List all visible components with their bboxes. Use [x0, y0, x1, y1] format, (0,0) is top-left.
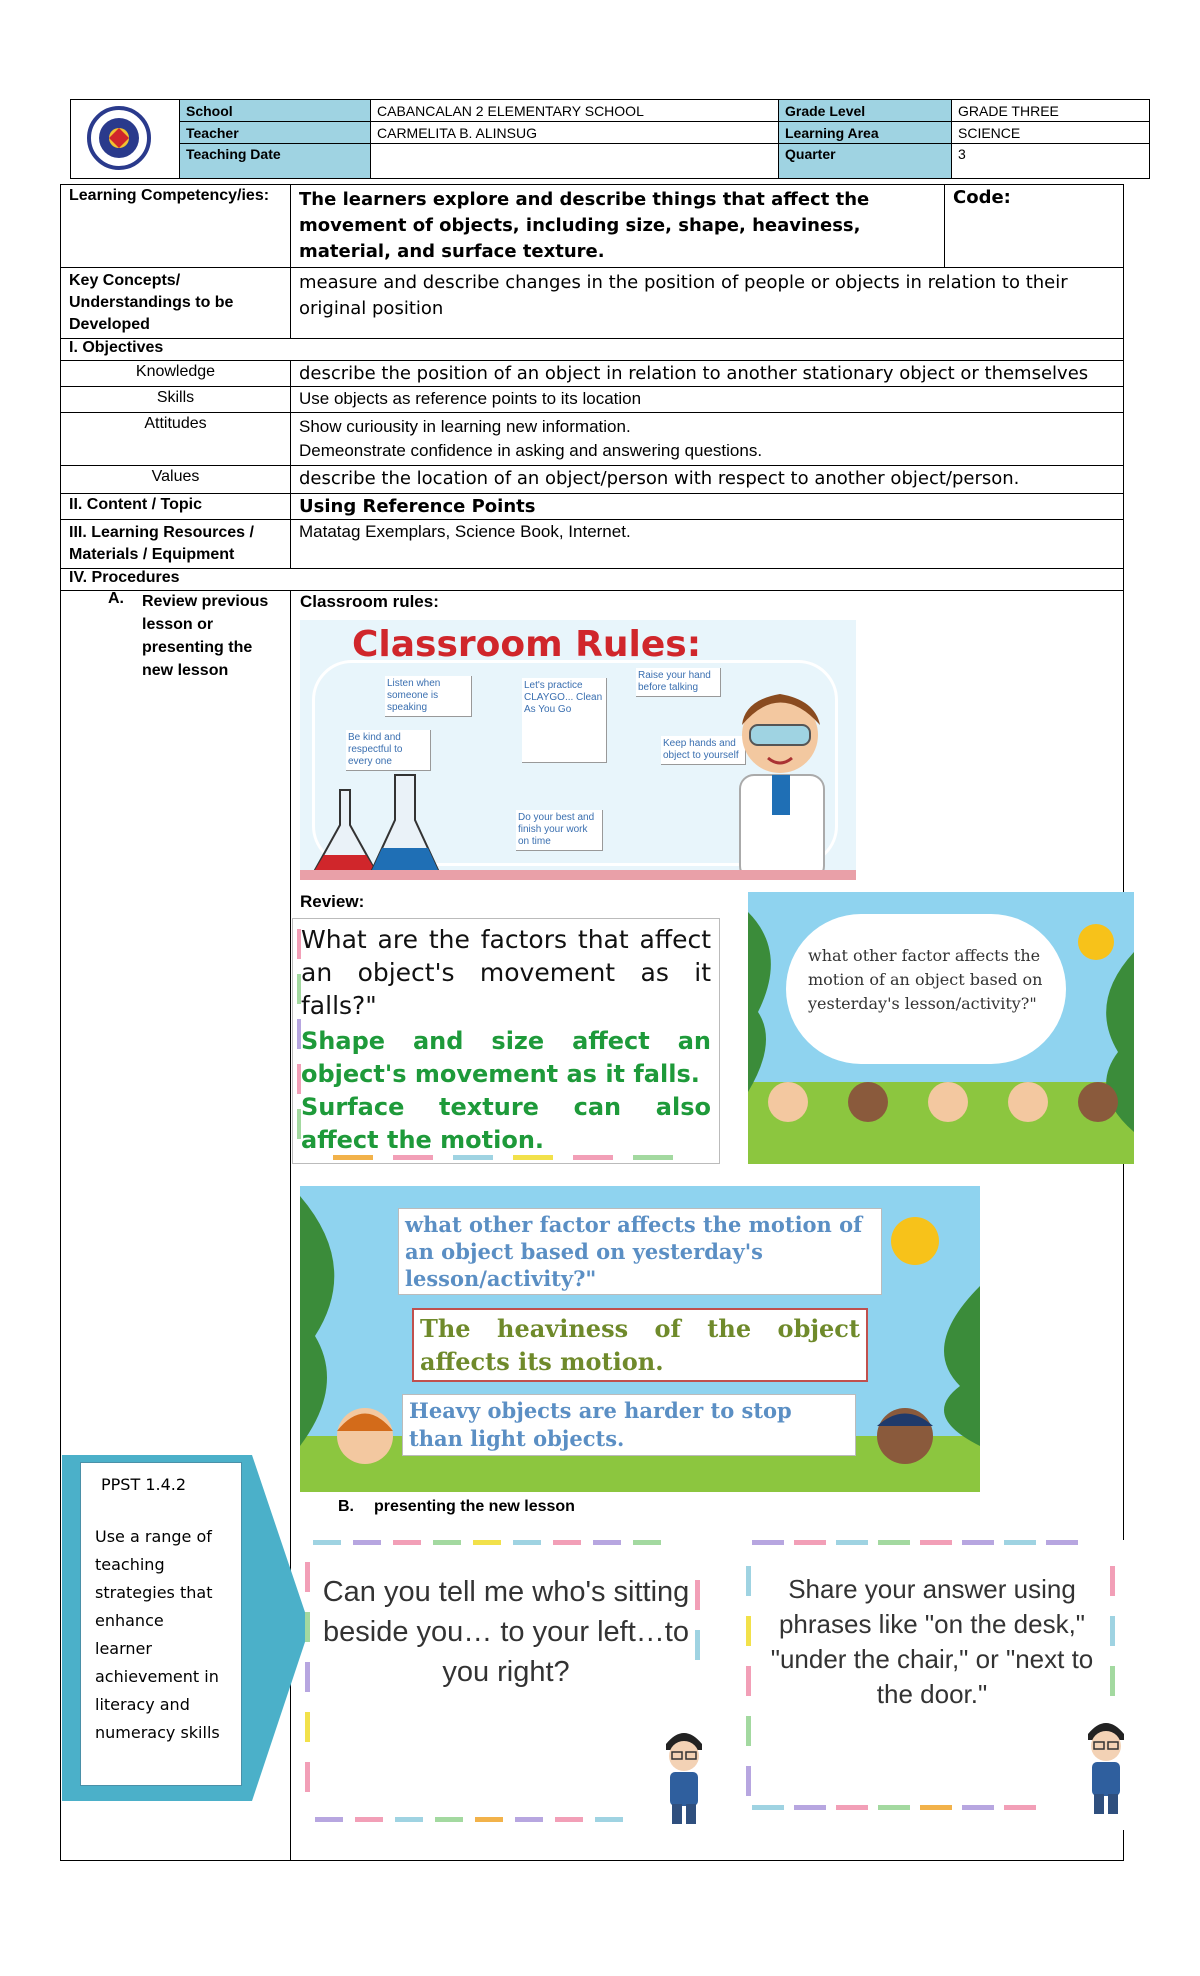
learning-area-label: Learning Area [779, 122, 952, 144]
rule-3: Raise your hand before talking [636, 668, 721, 697]
teaching-date-label: Teaching Date [180, 144, 371, 179]
factor-answer-2: Heavy objects are harder to stop than light objects. [402, 1394, 856, 1456]
ppst-text: Use a range of teaching strategies that enhance learner achievement in literacy and numeracy skills [95, 1527, 220, 1742]
review-heading: Review: [300, 892, 365, 911]
attitudes-value [291, 413, 1124, 466]
slide-right-text: Share your answer using phrases like "on the desk," "under the chair," or "next to the door." [770, 1574, 1094, 1709]
values-label: Values [61, 466, 291, 494]
code-label: Code: [945, 185, 1124, 268]
rules-title: Classroom Rules: [352, 624, 702, 665]
competency-value: The learners explore and describe things that affect the movement of objects, including size, shape, heaviness, material, and surface texture. [291, 185, 945, 268]
rule-4: Be kind and respectful to every one [346, 730, 431, 771]
boy-avatar-icon [660, 1726, 708, 1826]
teacher-label: Teacher [180, 122, 371, 144]
school-value: CABANCALAN 2 ELEMENTARY SCHOOL [371, 100, 779, 122]
attitudes-label: Attitudes [61, 413, 291, 466]
teaching-date-value [371, 144, 779, 179]
factor-answer-1: The heaviness of the object affects its motion. [412, 1308, 868, 1382]
scientist-icon [720, 680, 850, 880]
boy-avatar-icon-2 [1082, 1716, 1130, 1816]
values-value: describe the location of an object/person with respect to another object/person. [291, 466, 1124, 494]
cloud-question-slide [748, 892, 1134, 1164]
question-slide-left [305, 1540, 707, 1830]
review-question: What are the factors that affect an object's movement as it falls?" [301, 925, 711, 1020]
content-topic-label: II. Content / Topic [61, 494, 291, 520]
header-table [70, 99, 1150, 179]
child-icon-2 [860, 1396, 950, 1476]
step-b-label: presenting the new lesson [374, 1498, 575, 1515]
knowledge-value: describe the position of an object in relation to another stationary object or themselves [291, 361, 1124, 387]
teacher-value: CARMELITA B. ALINSUG [371, 122, 779, 144]
factor-question: what other factor affects the motion of an object based on yesterday's lesson/activity?" [398, 1208, 882, 1295]
objectives-heading: I. Objectives [61, 339, 1124, 361]
competency-label: Learning Competency/ies: [61, 185, 291, 268]
beakers-icon [310, 770, 450, 880]
children-icon [758, 1072, 1128, 1132]
classroom-rules-slide [300, 620, 856, 880]
school-label: School [180, 100, 371, 122]
key-concepts-label: Key Concepts/ Understandings to be Developed [61, 268, 291, 339]
content-topic-value: Using Reference Points [291, 494, 1124, 520]
rule-5: Keep hands and object to yourself [661, 736, 746, 765]
rule-1: Listen when someone is speaking [385, 676, 472, 717]
step-a-label: Review previous lesson or presenting the new lesson [142, 593, 269, 679]
sun-icon-2 [880, 1206, 950, 1276]
review-answer-2: Surface texture can also affect the motion. [301, 1093, 711, 1154]
learning-area-value: SCIENCE [952, 122, 1150, 144]
cloud-text: what other factor affects the motion of an object based on yesterday's lesson/activity?" [808, 946, 1043, 1013]
classroom-rules-heading: Classroom rules: [300, 592, 439, 611]
grade-label: Grade Level [779, 100, 952, 122]
rule-6: Do your best and finish your work on time [516, 810, 603, 851]
key-concepts-value: measure and describe changes in the position of people or objects in relation to their original position [291, 268, 1124, 339]
grade-value: GRADE THREE [952, 100, 1150, 122]
procedures-heading: IV. Procedures [61, 569, 1124, 591]
review-slide [292, 918, 720, 1164]
resources-value: Matatag Exemplars, Science Book, Internet. [291, 520, 1124, 569]
step-b-letter: B. [338, 1498, 354, 1515]
skills-value: Use objects as reference points to its location [291, 387, 1124, 413]
attitudes-value-line-2: Demeonstrate confidence in asking and answering questions. [299, 441, 763, 460]
rule-2: Let's practice CLAYGO... Clean As You Go [522, 678, 607, 763]
review-answer-1: Shape and size affect an object's movement as it falls. [301, 1027, 711, 1088]
child-icon [320, 1396, 410, 1476]
deped-seal-icon [77, 103, 161, 173]
step-a-letter: A. [108, 590, 124, 607]
ppst-box [80, 1462, 242, 1786]
ppst-code: PPST 1.4.2 [101, 1475, 187, 1494]
knowledge-label: Knowledge [61, 361, 291, 387]
slide-left-text: Can you tell me who's sitting beside you… to your left…to you right? [322, 1576, 690, 1688]
attitudes-value-line-1: Show curiousity in learning new information. [299, 417, 631, 436]
factor-answer-slide [300, 1186, 980, 1492]
quarter-value: 3 [952, 144, 1150, 179]
instruction-slide-right [722, 1540, 1128, 1830]
quarter-label: Quarter [779, 144, 952, 179]
deped-logo-cell [71, 100, 180, 179]
resources-label: III. Learning Resources / Materials / Equipment [61, 520, 291, 569]
skills-label: Skills [61, 387, 291, 413]
